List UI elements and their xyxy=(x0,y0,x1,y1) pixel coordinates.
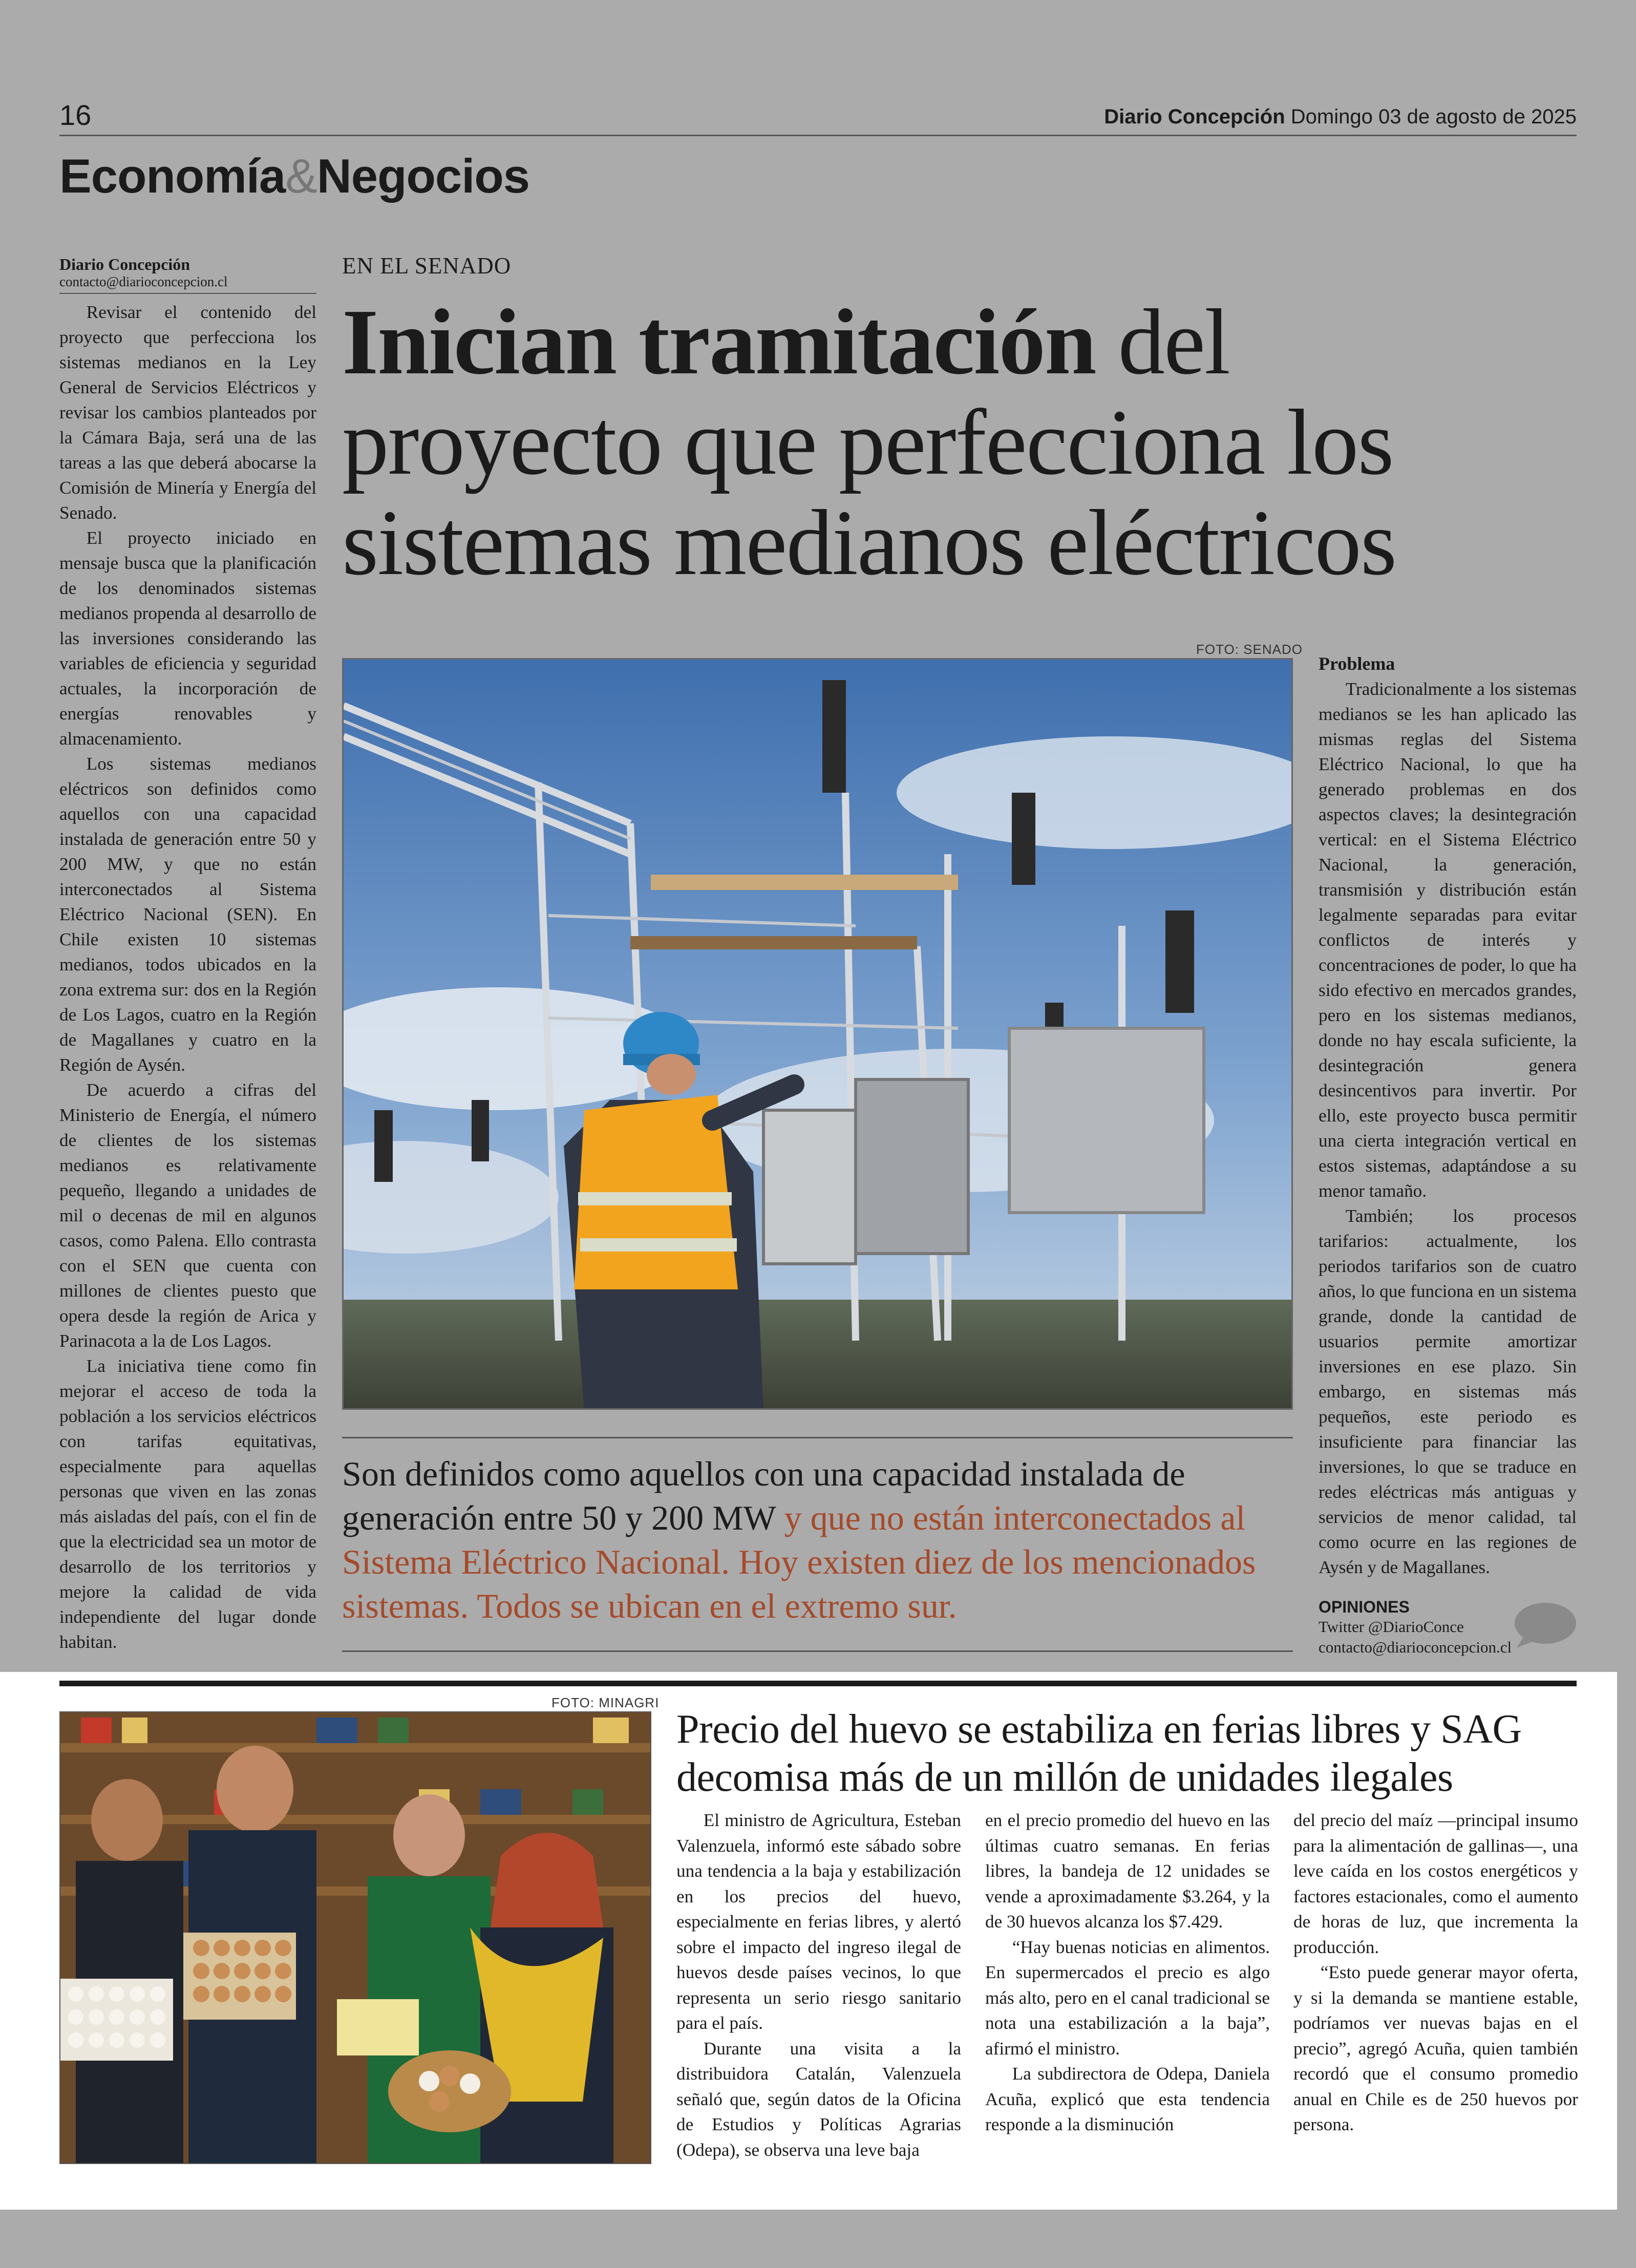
section-title-amp: & xyxy=(285,149,317,203)
section-title-right: Negocios xyxy=(316,149,530,203)
byline xyxy=(59,255,316,294)
paragraph: La iniciativa tiene como fin mejorar el acceso de toda la población a los servicios eléctricos con tarifas equitativas, especialmente para aquellas personas que viven en las zonas más aisladas del país, con el fin de que la electricidad sea un motor de desarrollo de los territorios y mejore la calidad de vida independiente del lugar donde habitan. xyxy=(59,1356,316,1652)
paragraph: De acuerdo a cifras del Ministerio de Energía, el número de clientes de los sistemas medianos es relativamente pequeño, llegando a unidades de mil o decenas de mil en algunos casos, como Palena. Ello contrasta con el SEN que cuenta con millones de clientes puesto que opera desde la región de Arica y Parinacota a la de Los Lagos. xyxy=(59,1080,316,1351)
paragraph: Durante una visita a la distribuidora Catalán, Valenzuela señaló que, según datos de la Oficina de Estudios y Políticas Agrarias (Odepa), se observa una leve baja xyxy=(676,2038,961,2160)
main-article-right-column xyxy=(1319,651,1577,1580)
paragraph: del precio del maíz —principal insumo para la alimentación de gallinas—, una leve caída en los costos energéticos y factores estacionales, como el aumento de horas de luz, que incrementa la producción. xyxy=(1293,1810,1578,1957)
paragraph: “Esto puede generar mayor oferta, y si la demanda se mantiene estable, podríamos ver nuevas bajas en el precio”, agregó Acuña, quien también recordó que el consumo promedio anual en Chile es de 250 huevos por persona. xyxy=(1293,1962,1578,2134)
opinions-email[interactable]: contacto@diarioconcepcion.cl xyxy=(1319,1638,1512,1656)
paragraph: Tradicionalmente a los sistemas medianos se les han aplicado las mismas reglas del Sistema Eléctrico Nacional, lo que ha generado problemas en dos aspectos claves; la desintegración vertical: en el Sistema Eléctrico Nacional, la generación, transmisión y distribución están legalmente separadas para evitar conflictos de interés y concentraciones de poder, lo que ha sido efectivo en mercados grandes, pero en los sistemas medianos, donde no hay escala suficiente, la desintegración genera desincentivos para invertir. Por ello, este proyecto busca permitir una cierta integración vertical en estos sistemas, adaptándose a su menor tamaño. xyxy=(1319,679,1577,1201)
pullquote-rule-bottom xyxy=(342,1650,1293,1652)
photo-credit: FOTO: SENADO xyxy=(1196,642,1303,657)
paragraph: El ministro de Agricultura, Esteban Valenzuela, informó este sábado sobre una tendencia a la baja y estabilización en los precios del huevo, especialmente en ferias libres, y alertó sobre el impacto del ingreso ilegal de huevos desde países vecinos, lo que representa un serio riesgo sanitario para el país. xyxy=(676,1810,961,2033)
byline-name: Diario Concepción xyxy=(59,255,190,273)
section-title-left: Economía xyxy=(59,149,286,203)
section-title xyxy=(59,149,529,204)
photo-credit: FOTO: MINAGRI xyxy=(551,1695,660,1710)
secondary-article-column-1 xyxy=(676,1808,961,2163)
paragraph: La subdirectora de Odepa, Daniela Acuña, explicó que esta tendencia responde a la disminución xyxy=(985,2064,1270,2134)
masthead-info xyxy=(1104,105,1577,129)
secondary-article-column-2 xyxy=(985,1808,1270,2137)
header-rule xyxy=(59,135,1577,136)
paragraph: Los sistemas medianos eléctricos son definidos como aquellos con una capacidad instalada de generación entre 50 y 200 MW, y que no están interconectados al Sistema Eléctrico Nacional (SEN). En Chile existen 10 sistemas medianos, todos ubicados en la zona extrema sur: dos en la Región de Los Lagos, cuatro en la Región de Magallanes y cuatro en la Región de Aysén. xyxy=(59,754,316,1075)
pullquote-rule-top xyxy=(342,1437,1293,1438)
headline-bold: Inician tramitación xyxy=(342,290,1096,394)
pullquote-accent: y que no están interconectados al Sistema Eléctrico Nacional. Hoy existen diez de los mencionados sistemas. Todos se ubican en el extremo sur. xyxy=(342,1498,1256,1625)
paragraph: También; los procesos tarifarios: actualmente, los periodos tarifarios son de cuatro años, lo que funciona en un sistema grande, donde la cantidad de usuarios permite amortizar inversiones en ese plazo. Sin embargo, en sistemas más pequeños, este periodo es insuficiente para financiar las inversiones, lo que se traduce en redes eléctricas más antiguas y servicios de menor calidad, tal como ocurre en las regiones de Aysén y de Magallanes. xyxy=(1319,1206,1577,1577)
egg-distributor-photo xyxy=(59,1711,651,2164)
byline-email: contacto@diarioconcepcion.cl xyxy=(59,274,316,294)
main-headline xyxy=(342,292,1469,593)
main-article-left-column xyxy=(59,300,316,1655)
substation-worker-photo xyxy=(342,658,1293,1410)
paragraph: Revisar el contenido del proyecto que perfecciona los sistemas medianos en la Ley General de Servicios Eléctricos y revisar los cambios planteados por la Cámara Baja, será una de las tareas a las que deberá abocarse la Comisión de Minería y Energía del Senado. xyxy=(59,302,316,523)
secondary-article-column-3 xyxy=(1293,1808,1578,2137)
secondary-headline: Precio del huevo se estabiliza en ferias libres y SAG decomisa más de un millón de unidades ilegales xyxy=(676,1707,1522,1800)
paper-name: Diario Concepción xyxy=(1104,105,1285,128)
paragraph: en el precio promedio del huevo en las últimas cuatro semanas. En ferias libres, la bandeja de 12 unidades se vende a aproximadamente $3.264, y la de 30 huevos alcanza los $7.429. xyxy=(985,1810,1270,1932)
pullquote xyxy=(342,1452,1293,1628)
page-number: 16 xyxy=(59,99,92,131)
pullquote-dark: Son definidos como aquellos con una capacidad instalada de generación entre 50 y 200 MW xyxy=(342,1454,1185,1537)
subhead-problema: Problema xyxy=(1319,653,1395,674)
opinions-twitter[interactable]: Twitter @DiarioConce xyxy=(1319,1618,1464,1636)
headline-rest: del proyecto que perfecciona los sistemas medianos eléctricos xyxy=(342,290,1396,595)
paragraph: El proyecto iniciado en mensaje busca que la planificación de los denominados sistemas medianos propenda al desarrollo de las inversiones considerando las variables de eficiencia y seguridad actuales, la incorporación de energías renovables y almacenamiento. xyxy=(59,528,316,749)
speech-bubble-icon xyxy=(1512,1601,1577,1650)
issue-date: Domingo 03 de agosto de 2025 xyxy=(1290,105,1577,128)
paragraph: “Hay buenas noticias en alimentos. En supermercados el precio es algo más alto, pero en el canal tradicional se nota una estabilización a la baja”, afirmó el ministro. xyxy=(985,1937,1270,2059)
kicker: EN EL SENADO xyxy=(342,253,512,279)
secondary-article-rule xyxy=(59,1681,1577,1686)
opinions-title: OPINIONES xyxy=(1319,1598,1410,1616)
